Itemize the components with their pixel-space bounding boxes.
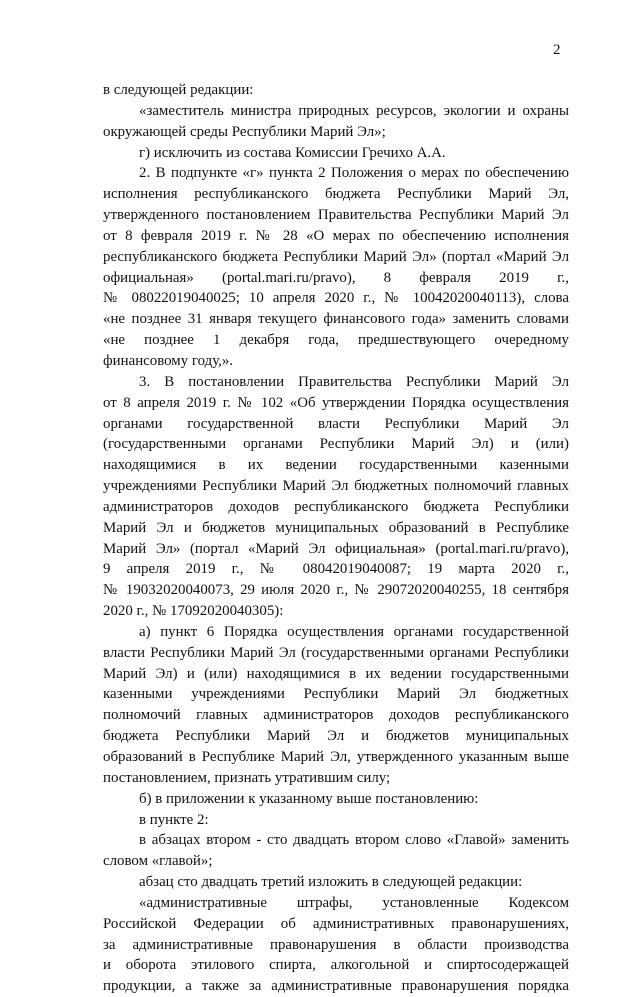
text-line: словом «главой»; <box>103 853 213 870</box>
text-line: в следующей редакции: <box>103 82 254 98</box>
text-line: власти Республики Марий Эл (государственными органами Республики <box>103 644 569 661</box>
text-line: (государственными органами Республики Марий Эл) и (или) <box>103 436 569 453</box>
text-line: Марий Эл) и (или) находящимися в их ведении государственными <box>103 665 569 682</box>
text-line: в абзацах втором - сто двадцать втором слово «Главой» заменить <box>139 832 569 849</box>
text-line: полномочий главных администраторов доходов республиканского <box>103 707 569 724</box>
text-line: продукции, а также за административные правонарушения порядка <box>103 978 569 995</box>
text-line: в пункте 2: <box>139 811 209 828</box>
text-line: б) в приложении к указанному выше постановлению: <box>139 790 479 807</box>
text-line: Российской Федерации об административных правонарушениях, <box>103 915 569 932</box>
text-line: 2. В подпункте «г» пункта 2 Положения о мерах по обеспечению <box>139 165 569 182</box>
text-line: образований в Республике Марий Эл, утвержденного указанным выше <box>103 749 569 765</box>
text-line: финансовому году,». <box>103 352 234 369</box>
text-line: «не позднее 1 декабря года, предшествующего очередному <box>103 332 569 349</box>
text-line: 9 апреля 2019 г., № 08042019040087; 19 марта 2020 г., <box>103 561 569 578</box>
text-line: бюджета Республики Марий Эл и бюджетов муниципальных <box>103 728 569 745</box>
text-line: № 19032020040073, 29 июля 2020 г., № 29072020040255, 18 сентября <box>103 582 569 599</box>
text-line: «административные штрафы, установленные Кодексом <box>139 894 569 911</box>
text-line: от 8 февраля 2019 г. № 28 «О мерах по обеспечению исполнения <box>103 227 569 244</box>
text-line: Марий Эл и бюджетов муниципальных образований в Республике <box>103 519 569 536</box>
text-line: учреждениями Республики Марий Эл бюджетных полномочий главных <box>103 478 569 495</box>
text-line: «заместитель министра природных ресурсов, экологии и охраны <box>139 102 569 119</box>
text-line: органами государственной власти Республики Марий Эл <box>103 415 569 432</box>
text-line: абзац сто двадцать третий изложить в следующей редакции: <box>139 874 523 891</box>
text-line: № 08022019040025; 10 апреля 2020 г., № 10042020040113), слова <box>103 290 569 307</box>
text-line: г) исключить из состава Комиссии Гречихо А.А. <box>139 144 446 161</box>
text-line: исполнения республиканского бюджета Республики Марий Эл, <box>103 186 569 203</box>
text-line: «не позднее 31 января текущего финансового года» заменить словами <box>103 311 569 328</box>
text-line: официальная» (portal.mari.ru/pravo), 8 февраля 2019 г., <box>103 269 569 286</box>
document-body <box>103 80 569 997</box>
text-line: находящимися в их ведении государственными казенными <box>103 457 569 474</box>
text-line: и оборота этилового спирта, алкогольной и спиртосодержащей <box>103 957 569 974</box>
text-line: Марий Эл» (портал «Марий Эл официальная» (portal.mari.ru/pravo), <box>103 540 569 557</box>
text-line: 2020 г., № 17092020040305): <box>103 603 284 620</box>
text-line: казенными учреждениями Республики Марий Эл бюджетных <box>103 686 569 703</box>
text-line: постановлением, признать утратившим силу; <box>103 769 391 786</box>
text-line: за административные правонарушения в области производства <box>103 936 569 953</box>
text-line: а) пункт 6 Порядка осуществления органами государственной <box>139 623 569 640</box>
text-line: 3. В постановлении Правительства Республики Марий Эл <box>139 373 569 390</box>
text-line: республиканского бюджета Республики Марий Эл» (портал «Марий Эл <box>103 248 569 265</box>
page-number: 2 <box>553 42 561 58</box>
text-line: администраторов доходов республиканского бюджета Республики <box>103 498 569 515</box>
text-line: утвержденного постановлением Правительства Республики Марий Эл <box>103 207 569 224</box>
text-line: от 8 апреля 2019 г. № 102 «Об утверждении Порядка осуществления <box>103 394 569 411</box>
text-line: окружающей среды Республики Марий Эл»; <box>103 123 386 140</box>
